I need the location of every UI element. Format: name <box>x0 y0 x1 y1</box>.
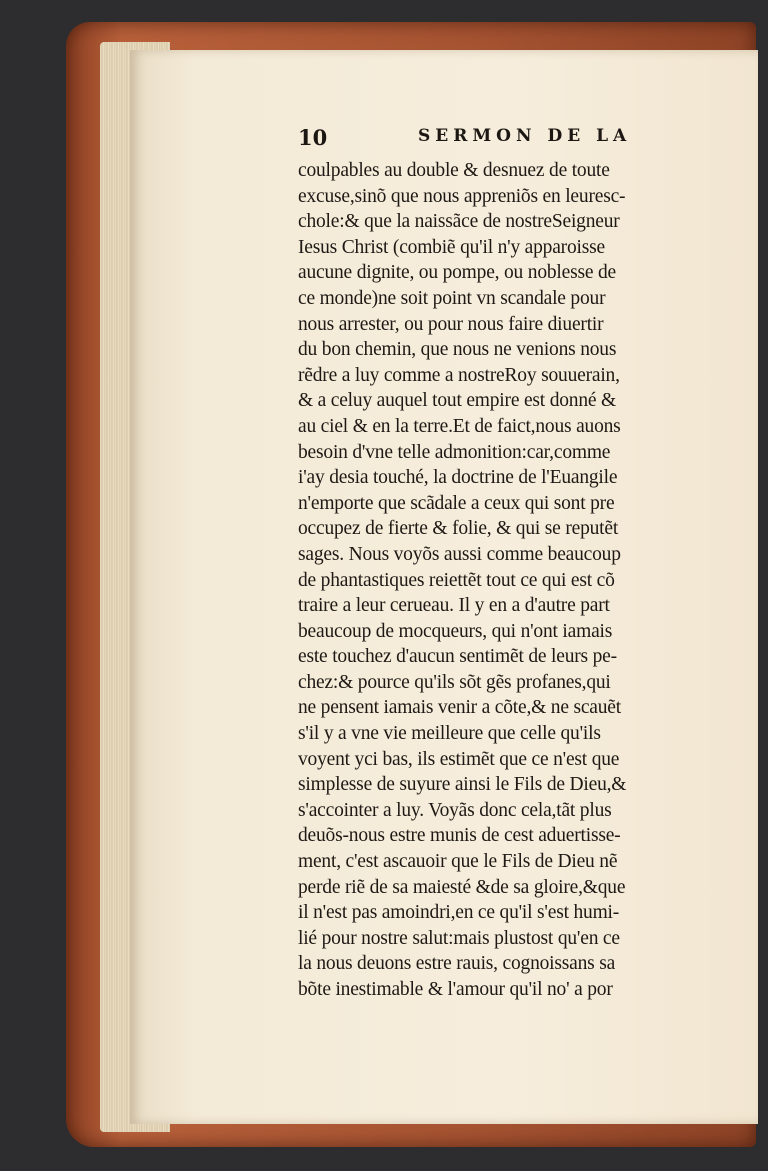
text-line: s'accointer a luy. Voyãs donc cela,tãt plus <box>298 799 612 821</box>
text-line: simplesse de suyure ainsi le Fils de Dieu,& <box>298 774 627 796</box>
text-line: au ciel & en la terre.Et de faict,nous auons <box>298 415 621 437</box>
page-number: 10 <box>298 125 328 150</box>
text-line: Iesus Christ (combiẽ qu'il n'y apparoisse <box>298 236 605 258</box>
text-line: & a celuy auquel tout empire est donné & <box>298 390 616 412</box>
text-line: ce monde)ne soit point vn scandale pour <box>298 287 606 309</box>
text-line: bõte inestimable & l'amour qu'il no' a por <box>298 979 613 1000</box>
text-line: traire a leur cerueau. Il y en a d'autre part <box>298 595 610 617</box>
text-line: occupez de fierte & folie, & qui se reputẽt <box>298 518 619 540</box>
text-line: du bon chemin, que nous ne venions nous <box>298 339 617 361</box>
text-line: chole:& que la naissãce de nostreSeigneur <box>298 211 620 233</box>
text-line: ment, c'est ascauoir que le Fils de Dieu nẽ <box>298 851 618 873</box>
text-line: ne pensent iamais venir a cõte,& ne scauẽt <box>298 697 621 719</box>
text-line: voyent yci bas, ils estimẽt que ce n'est que <box>298 748 620 770</box>
text-line: beaucoup de mocqueurs, qui n'ont iamais <box>298 620 613 642</box>
text-line: chez:& pource qu'ils sõt gẽs profanes,qui <box>298 671 611 693</box>
text-line: n'emporte que scãdale a ceux qui sont pre <box>298 492 615 514</box>
page-header <box>298 125 738 155</box>
text-line: coulpables au double & desnuez de toute <box>298 160 610 181</box>
text-line: besoin d'vne telle admonition:car,comme <box>298 441 611 463</box>
text-line: lié pour nostre salut:mais plustost qu'en ce <box>298 927 620 949</box>
text-line: deuõs-nous estre munis de cest aduertisse- <box>298 825 621 847</box>
text-line: rẽdre a luy comme a nostreRoy souuerain, <box>298 364 620 386</box>
text-line: la nous deuons estre rauis, cognoissans sa <box>298 953 616 975</box>
text-line: il n'est pas amoindri,en ce qu'il s'est humi- <box>298 902 620 924</box>
text-line: este touchez d'aucun sentimẽt de leurs pe- <box>298 646 617 668</box>
text-line: sages. Nous voyõs aussi comme beaucoup <box>298 543 621 565</box>
text-line: nous arrester, ou pour nous faire diuertir <box>298 313 604 335</box>
running-title: SERMON DE LA <box>418 126 632 146</box>
body-text <box>298 158 742 1003</box>
text-line: de phantastiques reiettẽt tout ce qui est cõ <box>298 569 615 591</box>
text-line: i'ay desia touché, la doctrine de l'Euangile <box>298 467 618 489</box>
text-line: excuse,sinõ que nous appreniõs en leuresc- <box>298 185 626 207</box>
text-line: s'il y a vne vie meilleure que celle qu'ils <box>298 723 601 745</box>
text-line: perde riẽ de sa maiesté &de sa gloire,&que <box>298 876 626 898</box>
text-line: aucune dignite, ou pompe, ou noblesse de <box>298 262 617 284</box>
